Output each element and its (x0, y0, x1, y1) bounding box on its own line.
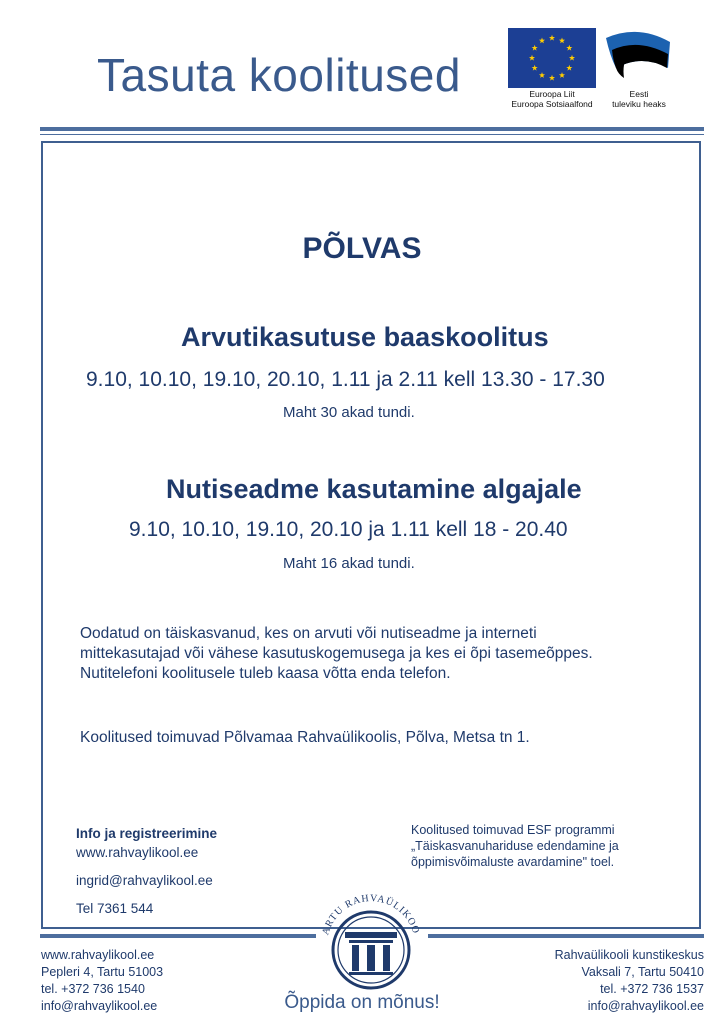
description-paragraph (80, 624, 680, 684)
course1-title: Arvutikasutuse baaskoolitus (181, 322, 549, 352)
eu-star-icon (566, 65, 572, 71)
footer-right-name: Rahvaülikooli kunstikeskus (554, 948, 704, 962)
eu-star-icon (559, 72, 565, 78)
location-heading: PÕLVAS (302, 232, 422, 265)
column-logo-icon (311, 868, 431, 992)
esf-note (411, 822, 671, 870)
logo-arc-text: ARTU RAHVAÜLIKOO (320, 892, 422, 937)
footer-left-phone: tel. +372 736 1540 (41, 982, 145, 996)
footer-right-email[interactable]: info@rahvaylikool.ee (587, 999, 704, 1013)
eu-star-icon (539, 72, 545, 78)
eu-flag-logo (508, 28, 596, 88)
footer-divider-left (40, 934, 316, 938)
footer-divider-right (428, 934, 704, 938)
eesti-caption-line2: tuleviku heaks (612, 99, 666, 109)
eu-caption (500, 89, 604, 109)
esf-note-line: Koolitused toimuvad ESF programmi (411, 823, 615, 837)
eesti-flag-wave-icon (602, 28, 674, 88)
description-line: Nutitelefoni koolitusele tuleb kaasa võtta enda telefon. (80, 665, 451, 682)
eesti-logo (602, 28, 674, 88)
description-line: Oodatud on täiskasvanud, kes on arvuti või nutiseadme ja interneti (80, 625, 537, 642)
info-website-link[interactable]: www.rahvaylikool.ee (76, 845, 199, 860)
eu-star-icon (529, 55, 535, 61)
footer-left-address: Pepleri 4, Tartu 51003 (41, 965, 164, 979)
eu-star-icon (549, 35, 555, 41)
footer-right-address: Vaksali 7, Tartu 50410 (581, 965, 704, 979)
svg-text:TARTU RAHVAÜLIKOOL (311, 868, 422, 936)
eu-caption-line1: Euroopa Liit (529, 89, 575, 99)
header-divider-thick (40, 127, 704, 131)
course2-dates: 9.10, 10.10, 19.10, 20.10 ja 1.11 kell 18 - 20.40 (129, 518, 568, 541)
header-divider-thin (40, 134, 704, 135)
esf-note-line: „Täiskasvanuhariduse edendamine ja (411, 839, 619, 853)
tartu-rahvaylikool-logo (311, 868, 431, 992)
esf-note-line: õppimisvõimaluste avardamine" toel. (411, 855, 615, 869)
course1-volume: Maht 30 akad tundi. (283, 404, 415, 421)
course2-volume: Maht 16 akad tundi. (283, 555, 415, 572)
course1-dates: 9.10, 10.10, 19.10, 20.10, 1.11 ja 2.11 kell 13.30 - 17.30 (86, 368, 605, 391)
eu-star-icon (569, 55, 575, 61)
info-email-link[interactable]: ingrid@rahvaylikool.ee (76, 873, 213, 888)
eu-star-icon (566, 45, 572, 51)
eu-stars-icon (508, 28, 596, 88)
page-title: Tasuta koolitused (97, 49, 461, 101)
eesti-caption-line1: Eesti (629, 89, 649, 99)
footer-left-email[interactable]: info@rahvaylikool.ee (41, 999, 158, 1013)
eu-star-icon (549, 75, 555, 81)
info-phone: Tel 7361 544 (76, 901, 154, 916)
course2-title: Nutiseadme kasutamine algajale (166, 474, 582, 504)
eu-star-icon (532, 45, 538, 51)
info-heading: Info ja registreerimine (76, 826, 218, 841)
eu-caption-line2: Euroopa Sotsiaalfond (511, 99, 593, 109)
venue-text: Koolitused toimuvad Põlvamaa Rahvaülikoolis, Põlva, Metsa tn 1. (80, 729, 530, 746)
eesti-caption (604, 89, 674, 109)
eu-star-icon (532, 65, 538, 71)
description-line: mittekasutajad või vähese kasutuskogemusega ja kes ei õpi tasemeõppes. (80, 645, 593, 662)
footer-right-phone: tel. +372 736 1537 (600, 982, 704, 996)
footer-left-website[interactable]: www.rahvaylikool.ee (41, 948, 155, 962)
slogan: Õppida on mõnus! (284, 992, 440, 1013)
eu-star-icon (539, 37, 545, 43)
eu-star-icon (559, 37, 565, 43)
